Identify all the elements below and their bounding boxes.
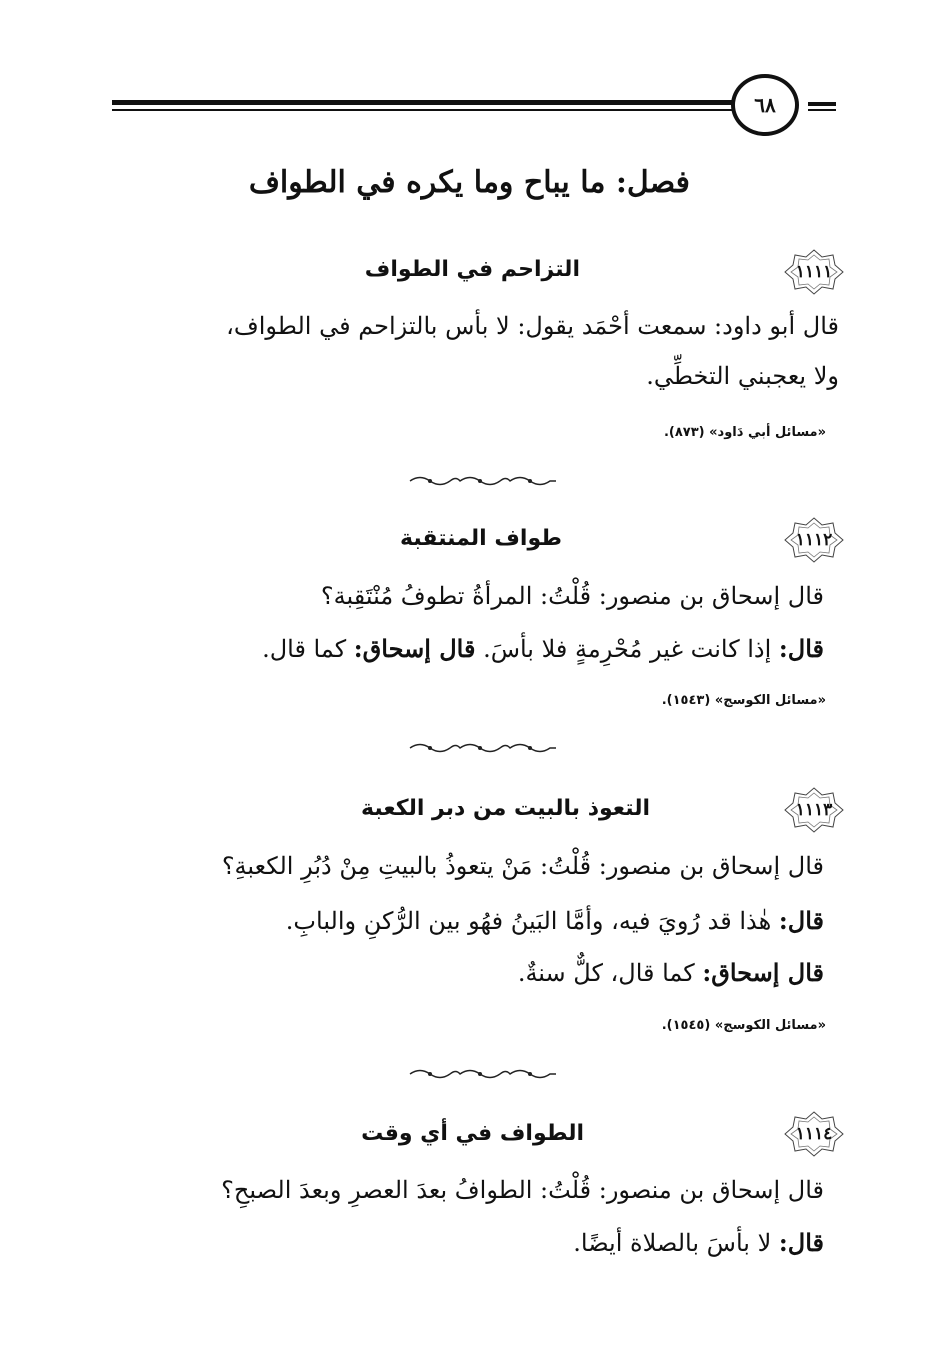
text-line: قال أبو داود: سمعت أحْمَد يقول: لا بأس بالتزاحم في الطواف، [226, 312, 839, 340]
header-rule [112, 100, 732, 112]
divider-ornament-icon [408, 741, 558, 755]
entry-title: التعوذ بالبيت من دبر الكعبة [361, 796, 650, 821]
entry-number: ١١١١ [795, 262, 833, 282]
source-reference: «مسائل الكوسج» (١٥٤٥). [661, 1018, 826, 1033]
divider-ornament-icon [408, 1067, 558, 1081]
text-line: قال إسحاق: كما قال، كلٌّ سنةٌ. [517, 958, 824, 987]
entry-number: ١١١٤ [795, 1124, 833, 1144]
speaker-label: قال إسحاق: [353, 634, 476, 663]
text-line: قال: لا بأسَ بالصلاة أيضًا. [573, 1228, 824, 1257]
entry-title: التزاحم في الطواف [364, 257, 580, 282]
text-line: قال إسحاق بن منصور: قُلْتُ: المرأةُ تطوفُ مُنْتَقِبة؟ [320, 582, 824, 610]
divider-ornament-icon [408, 474, 558, 488]
entry-number-badge [783, 248, 845, 296]
source-reference: «مسائل الكوسج» (١٥٤٣). [661, 693, 826, 708]
page-number: ٦٨ [731, 74, 799, 136]
source-reference: «مسائل أبي دَاود» (٨٧٣). [663, 425, 826, 440]
text-line: قال: هٰذا قد رُويَ فيه، وأمَّا البَينُ فهُو بين الرُّكنِ والبابِ. [285, 906, 824, 935]
speaker-label: قال: [778, 634, 824, 663]
entry-number-badge [783, 516, 845, 564]
speaker-label: قال: [778, 1228, 824, 1257]
entry-number-badge [783, 1110, 845, 1158]
header-rule-tail [808, 102, 836, 111]
text-line: ولا يعجبني التخطِّي. [646, 362, 839, 390]
speaker-label: قال: [778, 906, 824, 935]
text-line: قال إسحاق بن منصور: قُلْتُ: مَنْ يتعوذُ بالبيتِ مِنْ دُبُرِ الكعبةِ؟ [221, 852, 824, 880]
entry-number-badge [783, 786, 845, 834]
entry-number: ١١١٢ [795, 530, 833, 550]
chapter-title: فصل: ما يباح وما يكره في الطواف [248, 165, 690, 200]
text-line: قال: إذا كانت غير مُحْرِمةٍ فلا بأسَ. قال إسحاق: كما قال. [262, 634, 824, 663]
entry-title: طواف المنتقبة [400, 526, 562, 551]
speaker-label: قال إسحاق: [702, 958, 824, 987]
entry-title: الطواف في أي وقت [361, 1121, 584, 1146]
text-line: قال إسحاق بن منصور: قُلْتُ: الطوافُ بعدَ العصرِ وبعدَ الصبحِ؟ [221, 1176, 824, 1204]
entry-number: ١١١٣ [795, 800, 833, 820]
